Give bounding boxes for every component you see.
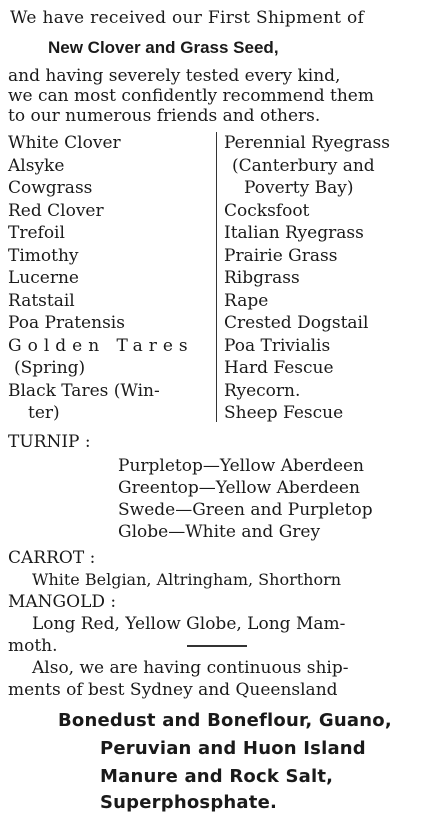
seed-list-left [8,132,194,425]
seed-item: ter) [28,403,60,423]
mangold-line-2: moth. [8,636,58,656]
intro-line-2: and having severely tested every kind, [8,66,341,86]
separator-rule [187,645,247,647]
seed-item: Poa Trivialis [224,335,331,356]
turnip-item: Purpletop—Yellow Aberdeen [118,456,365,476]
shipments-line-2: ments of best Sydney and Queensland [8,680,338,700]
seed-item: Timothy [8,245,79,266]
seed-item: Crested Dogstail [224,313,369,333]
seed-item: Cowgrass [8,178,93,198]
seed-item: White Clover [8,133,121,153]
closing-line-1: Bonedust and Boneflour, Guano, [58,710,392,731]
seed-item: Poverty Bay) [244,178,354,198]
mangold-line-1: Long Red, Yellow Globe, Long Mam- [32,614,346,634]
closing-line-4: Superphosphate. [100,792,278,813]
seed-item: Prairie Grass [224,245,338,266]
intro-line-3: we can most confidently recommend them [8,86,374,106]
seed-item: Ryecorn. [224,380,301,401]
seed-item: Rape [224,290,269,311]
turnip-item: Swede—Green and Purpletop [118,500,373,520]
closing-line-2: Peruvian and Huon Island [100,738,366,759]
closing-line-3: Manure and Rock Salt, [100,766,334,787]
headline: New Clover and Grass Seed, [48,38,279,57]
turnip-item: Globe—White and Grey [118,522,321,542]
carrot-heading: CARROT : [8,548,96,568]
turnip-heading: TURNIP : [8,432,91,452]
seed-item: Perennial Ryegrass [224,133,390,153]
seed-item: Trefoil [8,223,65,243]
seed-item: Golden Tares [8,335,194,356]
seed-item: Cocksfoot [224,200,310,221]
intro-line-1: We have received our First Shipment of [10,8,365,28]
shipments-line-1: Also, we are having continuous ship- [32,658,349,678]
seed-item: Red Clover [8,200,104,221]
seed-item: Ribgrass [224,268,300,288]
column-divider [216,132,217,422]
intro-line-4: to our numerous friends and others. [8,106,321,126]
seed-item: Sheep Fescue [224,403,344,423]
seed-item: Lucerne [8,268,79,288]
seed-item: (Spring) [14,358,86,378]
seed-item: Ratstail [8,290,75,311]
seed-item: Italian Ryegrass [224,223,364,243]
seed-item: Alsyke [8,155,65,176]
seed-item: Poa Pratensis [8,313,125,333]
seed-list-right [224,132,390,425]
seed-item: Black Tares (Win- [8,380,160,401]
seed-item: Hard Fescue [224,358,334,378]
mangold-heading: MANGOLD : [8,592,117,612]
turnip-item: Greentop—Yellow Aberdeen [118,478,360,498]
carrot-items: White Belgian, Altringham, Shorthorn [32,570,342,589]
seed-item: (Canterbury and [232,155,375,176]
